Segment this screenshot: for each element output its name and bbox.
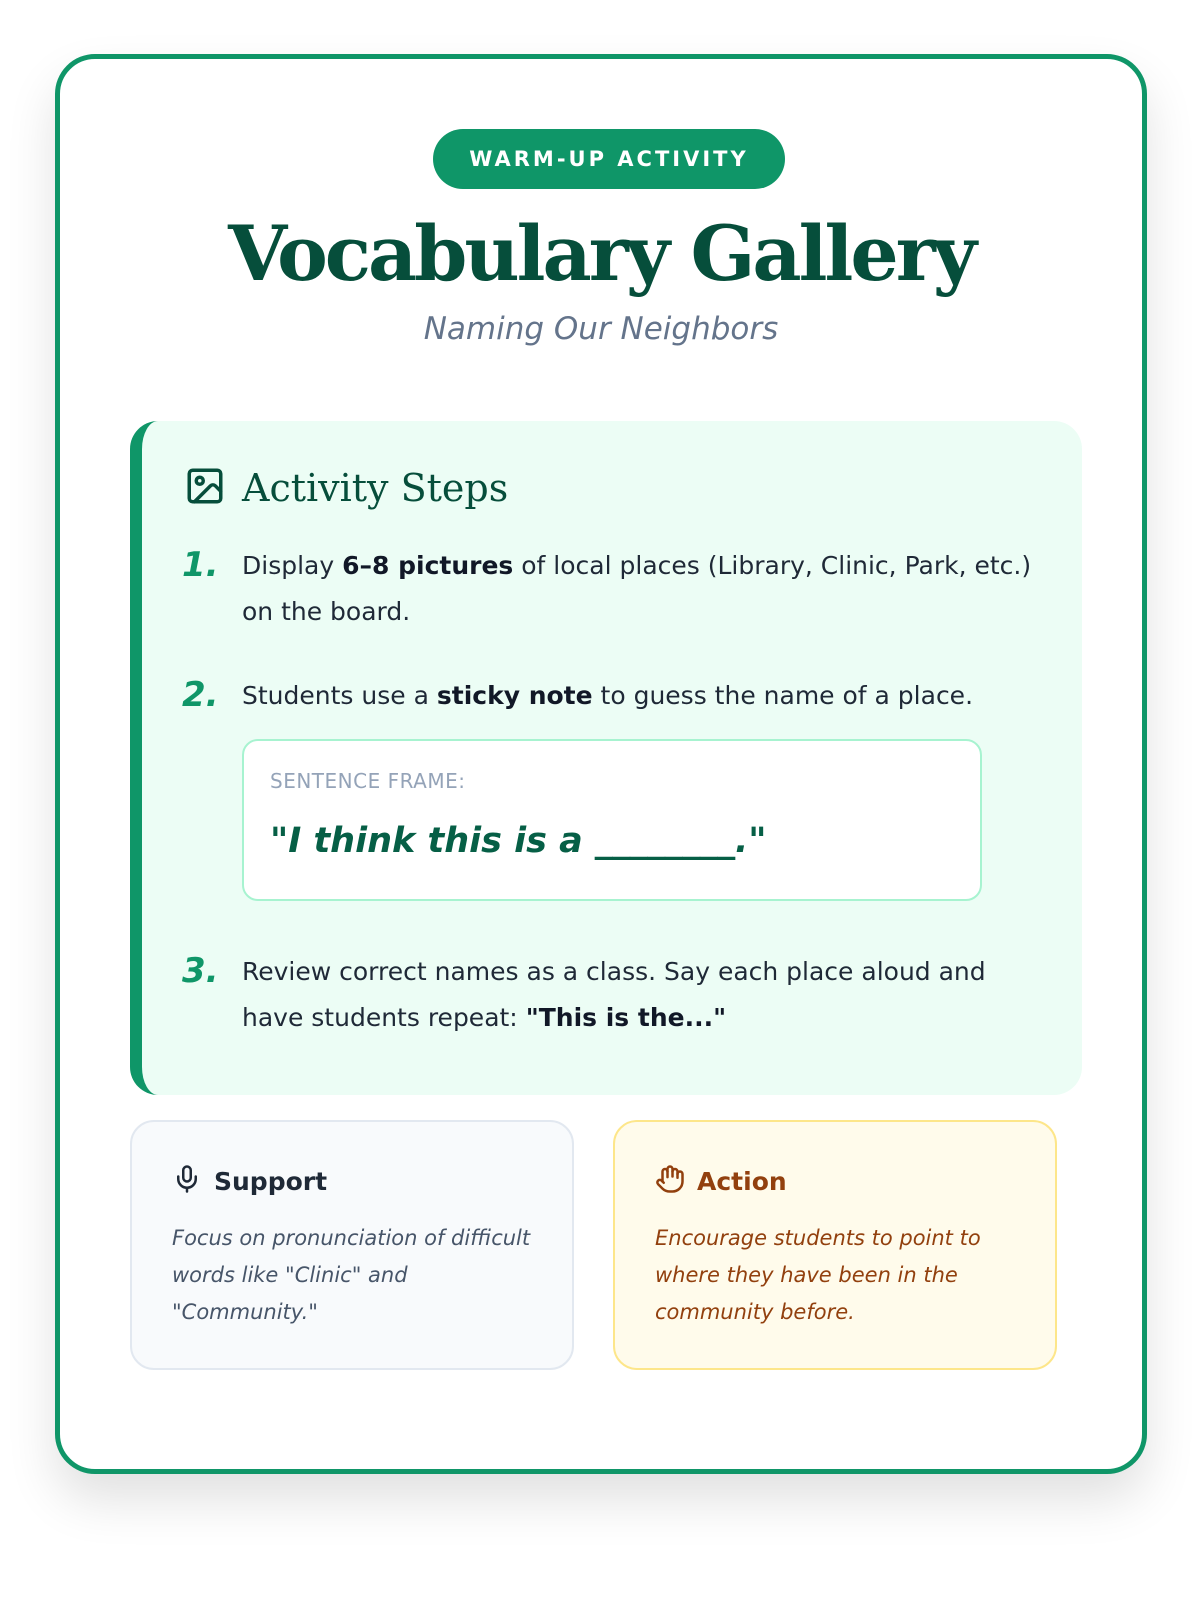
sentence-frame-label: SENTENCE FRAME:	[270, 769, 466, 793]
support-card	[130, 1120, 574, 1370]
page-subtitle: Naming Our Neighbors	[423, 311, 779, 347]
step-number: 2.	[182, 675, 219, 715]
steps-header	[184, 465, 508, 511]
steps-title: Activity Steps	[242, 466, 509, 510]
action-body: Encourage students to point to where they have been in the community before.	[655, 1226, 981, 1324]
support-title: Support	[214, 1166, 328, 1196]
image-icon	[184, 465, 226, 511]
activity-type-badge: WARM-UP ACTIVITY	[433, 129, 785, 189]
step-number: 3.	[182, 951, 219, 991]
sentence-frame-box	[242, 739, 982, 901]
step-text: Display 6–8 pictures of local places (Library, Clinic, Park, etc.) on the board.	[242, 551, 1032, 626]
support-header	[172, 1164, 327, 1198]
action-card	[613, 1120, 1057, 1370]
activity-steps-panel	[130, 421, 1082, 1095]
action-title: Action	[697, 1166, 787, 1196]
step-text: Students use a sticky note to guess the name of a place.	[242, 681, 974, 710]
activity-card	[55, 54, 1147, 1474]
sentence-frame-text: "I think this is a ________."	[270, 821, 767, 861]
microphone-icon	[172, 1164, 202, 1198]
hand-icon	[655, 1164, 685, 1198]
step-text: Review correct names as a class. Say each place aloud and have students repeat: "This is the..."	[242, 957, 986, 1032]
support-body: Focus on pronunciation of difficult words like "Clinic" and "Community."	[172, 1226, 531, 1324]
page-title: Vocabulary Gallery	[228, 209, 974, 298]
action-header	[655, 1164, 787, 1198]
step-number: 1.	[182, 545, 219, 585]
